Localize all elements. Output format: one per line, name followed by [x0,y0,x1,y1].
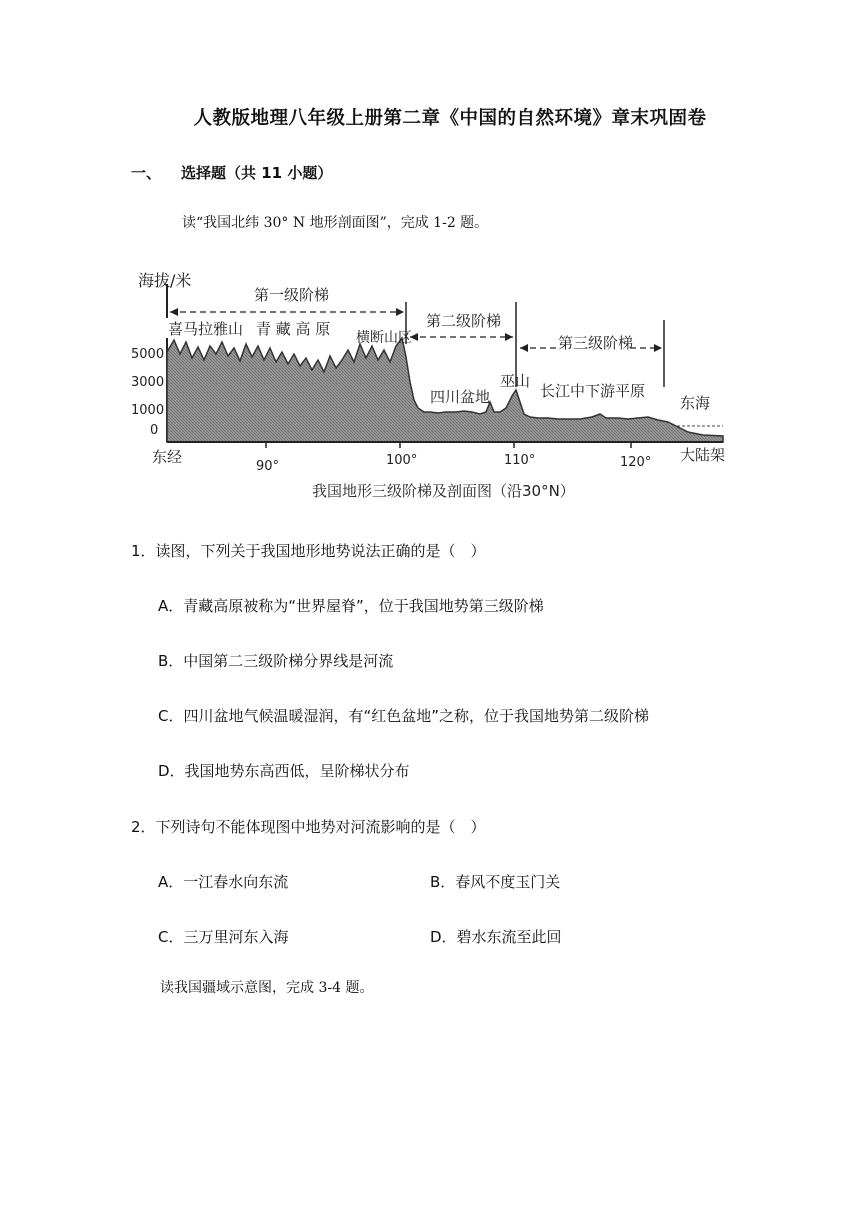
section-heading [131,162,332,183]
hengduan-label: 横断山区 [356,330,412,346]
question-2-stem: 2．下列诗句不能体现图中地势对河流影响的是（ ） [131,818,486,836]
step3-label: 第三级阶梯 [558,334,634,352]
step1-arrow-left-head [170,308,178,316]
question-2-option-d: D．碧水东流至此回 [430,928,562,946]
figure-caption: 我国地形三级阶梯及剖面图（沿30°N） [312,482,575,500]
dalujia-label: 大陆架 [680,446,726,464]
wushan-label: 巫山 [500,372,531,390]
x-tick-120: 120° [620,455,652,470]
intro-text-2: 读我国疆域示意图，完成 3-4 题。 [160,980,374,996]
terrain-profile-figure [128,262,728,507]
changjiang-label: 长江中下游平原 [540,382,646,400]
x-tick-100: 100° [386,453,418,468]
qingzang-label: 青 藏 高 原 [256,320,331,338]
step2-label: 第二级阶梯 [426,312,502,330]
y-tick-1000: 1000 [131,403,165,418]
intro-text-1: 读“我国北纬 30° N 地形剖面图”，完成 1-2 题。 [182,215,489,231]
y-axis-label: 海拔/米 [138,271,192,290]
question-1-option-b: B．中国第二三级阶梯分界线是河流 [158,652,394,670]
step3-arrow-left-head [520,344,528,352]
question-2-option-c: C．三万里河东入海 [158,928,289,946]
step1-label: 第一级阶梯 [254,286,330,304]
question-2-option-b: B．春风不度玉门关 [430,873,561,891]
x-start-label: 东经 [152,448,183,466]
section-number: 一、 [131,164,162,182]
y-tick-3000: 3000 [131,375,165,390]
question-1-option-c: C．四川盆地气候温暖湿润，有“红色盆地”之称，位于我国地势第二级阶梯 [158,707,650,725]
section-label: 选择题（共 11 小题） [181,164,333,182]
step3-arrow-right-head [654,344,662,352]
donghai-label: 东海 [680,394,711,412]
x-tick-110: 110° [504,453,536,468]
x-tick-90: 90° [256,459,280,474]
y-tick-5000: 5000 [131,347,165,362]
question-2-option-a: A．一江春水向东流 [158,873,289,891]
y-tick-0: 0 [150,423,159,438]
step1-arrow-right-head [396,308,404,316]
question-1-stem: 1．读图，下列关于我国地形地势说法正确的是（ ） [131,542,486,560]
question-1-option-d: D．我国地势东高西低，呈阶梯状分布 [158,762,410,780]
question-1-option-a: A．青藏高原被称为“世界屋脊”，位于我国地势第三级阶梯 [158,597,544,615]
himalaya-label: 喜马拉雅山 [168,320,244,338]
sichuan-label: 四川盆地 [430,388,491,406]
document-title: 人教版地理八年级上册第二章《中国的自然环境》章末巩固卷 [193,108,707,129]
step2-arrow-right-head [505,333,513,341]
